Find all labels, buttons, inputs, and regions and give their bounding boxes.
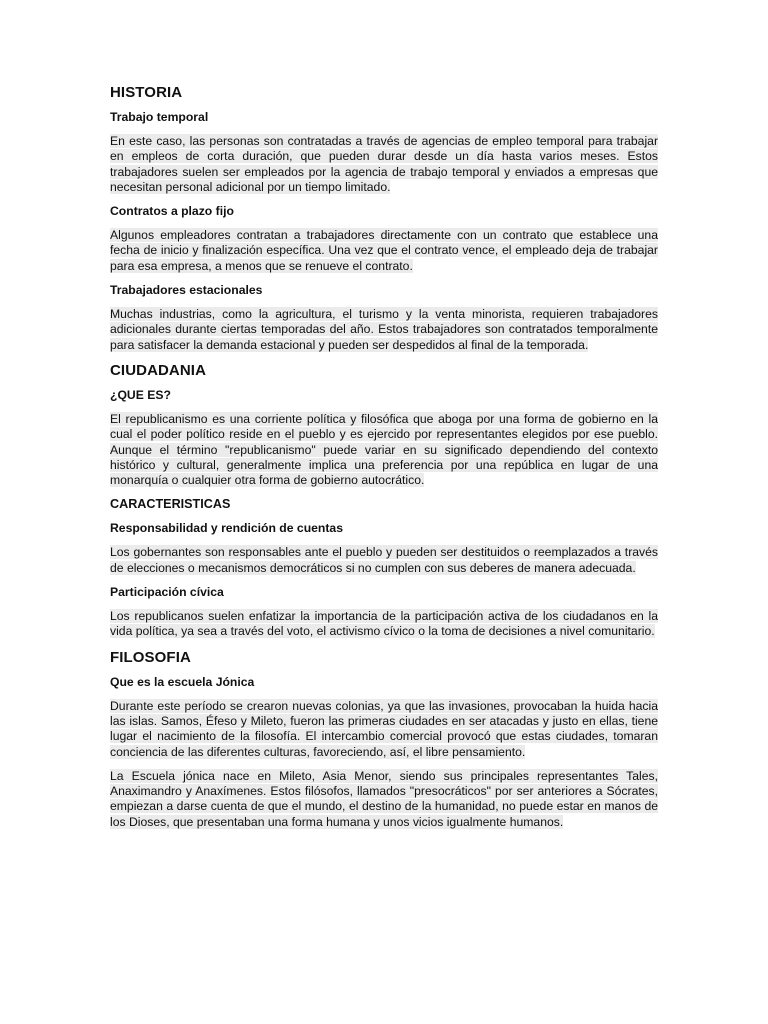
section-title-filosofia: FILOSOFIA — [110, 648, 191, 666]
subsection-heading-caracteristicas: CARACTERISTICAS — [110, 497, 231, 512]
subsection-heading: ¿QUE ES? — [110, 387, 171, 402]
subsection-heading: Trabajo temporal — [110, 110, 209, 124]
subsection-heading: Responsabilidad y rendición de cuentas — [110, 521, 343, 536]
subsection-heading: Trabajadores estacionales — [110, 283, 263, 298]
paragraph: Muchas industrias, como la agricultura, el turismo y la venta minorista, requieren trabajadores adicionales durante ciertas temporadas del año. Estos trabajadores son contratados temporalmente para satisfacer la demanda estacional y pueden ser despedidos al final de la temporada. — [110, 307, 658, 352]
paragraph: Los gobernantes son responsables ante el pueblo y pueden ser destituidos o reemplazados a través de elecciones o mecanismos democráticos si no cumplen con sus deberes de manera adecuada. — [110, 545, 658, 575]
paragraph: Algunos empleadores contratan a trabajadores directamente con un contrato que establece una fecha de inicio y finalización específica. Una vez que el contrato vence, el empleado deja de trabajar para esa empresa, a menos que se renueve el contrato. — [110, 228, 658, 273]
subsection-heading: Contratos a plazo fijo — [110, 204, 234, 219]
paragraph: La Escuela jónica nace en Mileto, Asia Menor, siendo sus principales representantes Tales, Anaximandro y Anaxímenes. Estos filósofos, llamados "presocráticos" por ser anteriores a Sócrates, empiezan a darse cuenta de que el mundo, el destino de la humanidad, no puede estar en manos de los Dioses, que presentaban una forma humana y unos vicios igualmente humanos. — [110, 768, 658, 829]
section-title-ciudadania: CIUDADANIA — [110, 361, 206, 379]
subsection-heading: Que es la escuela Jónica — [110, 674, 255, 689]
paragraph: El republicanismo es una corriente política y filosófica que aboga por una forma de gobierno en la cual el poder político reside en el pueblo y es ejercido por representantes elegidos por ese pueblo. Aunque el término "republicanismo" puede variar en su significado dependiendo del contexto histórico y cultural, generalmente implica una preferencia por una república en lugar de una monarquía o cualquier otra forma de gobierno autocrático. — [110, 411, 658, 488]
paragraph: Los republicanos suelen enfatizar la importancia de la participación activa de los ciudadanos en la vida política, ya sea a través del voto, el activismo cívico o la toma de decisiones a nivel comunitario. — [110, 609, 658, 639]
paragraph: En este caso, las personas son contratadas a través de agencias de empleo temporal para trabajar en empleos de corta duración, que pueden durar desde un día hasta varios meses. Estos trabajadores suelen ser empleados por la agencia de trabajo temporal y enviados a empresas que necesitan personal adicional por un tiempo limitado. — [110, 134, 658, 194]
section-title-historia: HISTORIA — [110, 84, 183, 101]
paragraph: Durante este período se crearon nuevas colonias, ya que las invasiones, provocaban la huida hacia las islas. Samos, Éfeso y Mileto, fueron las primeras ciudades en ser atacadas y justo en ellas, tiene lugar el nacimiento de la filosofía. El intercambio comercial provocó que estas ciudades, tomaran conciencia de las diferentes culturas, favoreciendo, así, el libre pensamiento. — [110, 698, 658, 759]
subsection-heading: Participación cívica — [110, 585, 224, 600]
